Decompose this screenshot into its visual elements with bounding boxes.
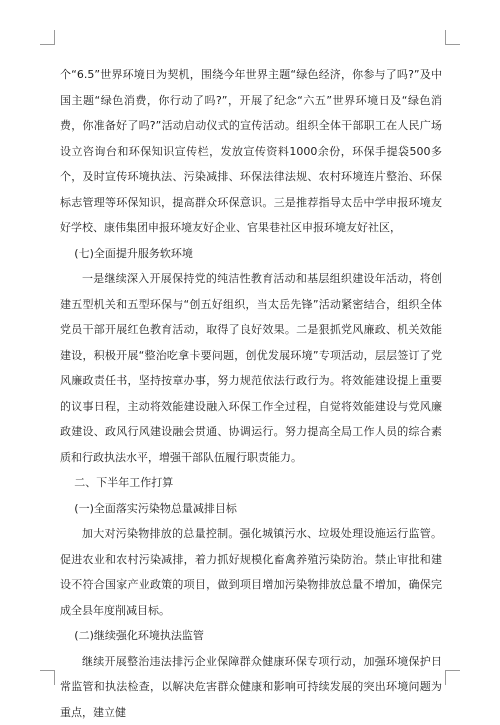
crop-mark-top-left: [40, 30, 55, 45]
section-heading-service-environment: (七)全面提升服务软环境: [60, 241, 442, 267]
document-page: [60, 62, 442, 725]
crop-mark-bottom-left: [40, 670, 55, 685]
paragraph-enforcement: 继续开展整治违法排污企业保障群众健康环保专项行动，加强环境保护日常监管和执法检查，以解决危害群众健康和影响可持续发展的突出环境问题为重点，建立健: [60, 649, 442, 725]
paragraph-party-building: 一是继续深入开展保持党的纯洁性教育活动和基层组织建设年活动，将创建五型机关和五型环保与“创五好组织，当太岳先锋”活动紧密结合，组织全体党员干部开展红色教育活动，取得了良好效果。二是狠抓党风廉政、机关效能建设，积极开展“整治吃拿卡要问题，创优发展环境”专项活动，层层签订了党风廉政责任书，坚持按章办事，努力规范依法行政行为。将效能建设提上重要的议事日程，主动将效能建设融入环保工作全过程，自觉将效能建设与党风廉政建设、政风行风建设融会贯通、协调运行。努力提高全局工作人员的综合素质和行政执法水平，增强干部队伍履行职责能力。: [60, 266, 442, 470]
subsection-heading-enforcement: (二)继续强化环境执法监管: [60, 623, 442, 649]
crop-mark-bottom-right: [445, 670, 460, 685]
paragraph-publicity-activities: 个“6.5”世界环境日为契机，围绕今年世界主题“绿色经济，你参与了吗?”及中国主题“绿色消费，你行动了吗?”，开展了纪念“六五”世界环境日及“绿色消费，你准备好了吗?”活动启动仪式的宣传活动。组织全体干部职工在人民广场设立咨询台和环保知识宣传栏，发放宣传资料1000余份，环保手提袋500多个，及时宣传环境执法、污染减排、环保法律法规、农村环境连片整治、环保标志管理等环保知识，提高群众环保意识。三是推荐指导太岳中学申报环境友好学校、康伟集团申报环境友好企业、官果巷社区申报环境友好社区，: [60, 62, 442, 241]
section-heading-second-half-plan: 二、下半年工作打算: [60, 470, 442, 496]
paragraph-emission-control: 加大对污染物排放的总量控制。强化城镇污水、垃圾处理设施运行监管。促进农业和农村污染减排，着力抓好规模化畜禽养殖污染防治。禁止审批和建设不符合国家产业政策的项目，做到项目增加污染物排放总量不增加，确保完成全县年度削减目标。: [60, 521, 442, 623]
crop-mark-top-right: [445, 30, 460, 45]
subsection-heading-emission-reduction: (一)全面落实污染物总量减排目标: [60, 496, 442, 522]
